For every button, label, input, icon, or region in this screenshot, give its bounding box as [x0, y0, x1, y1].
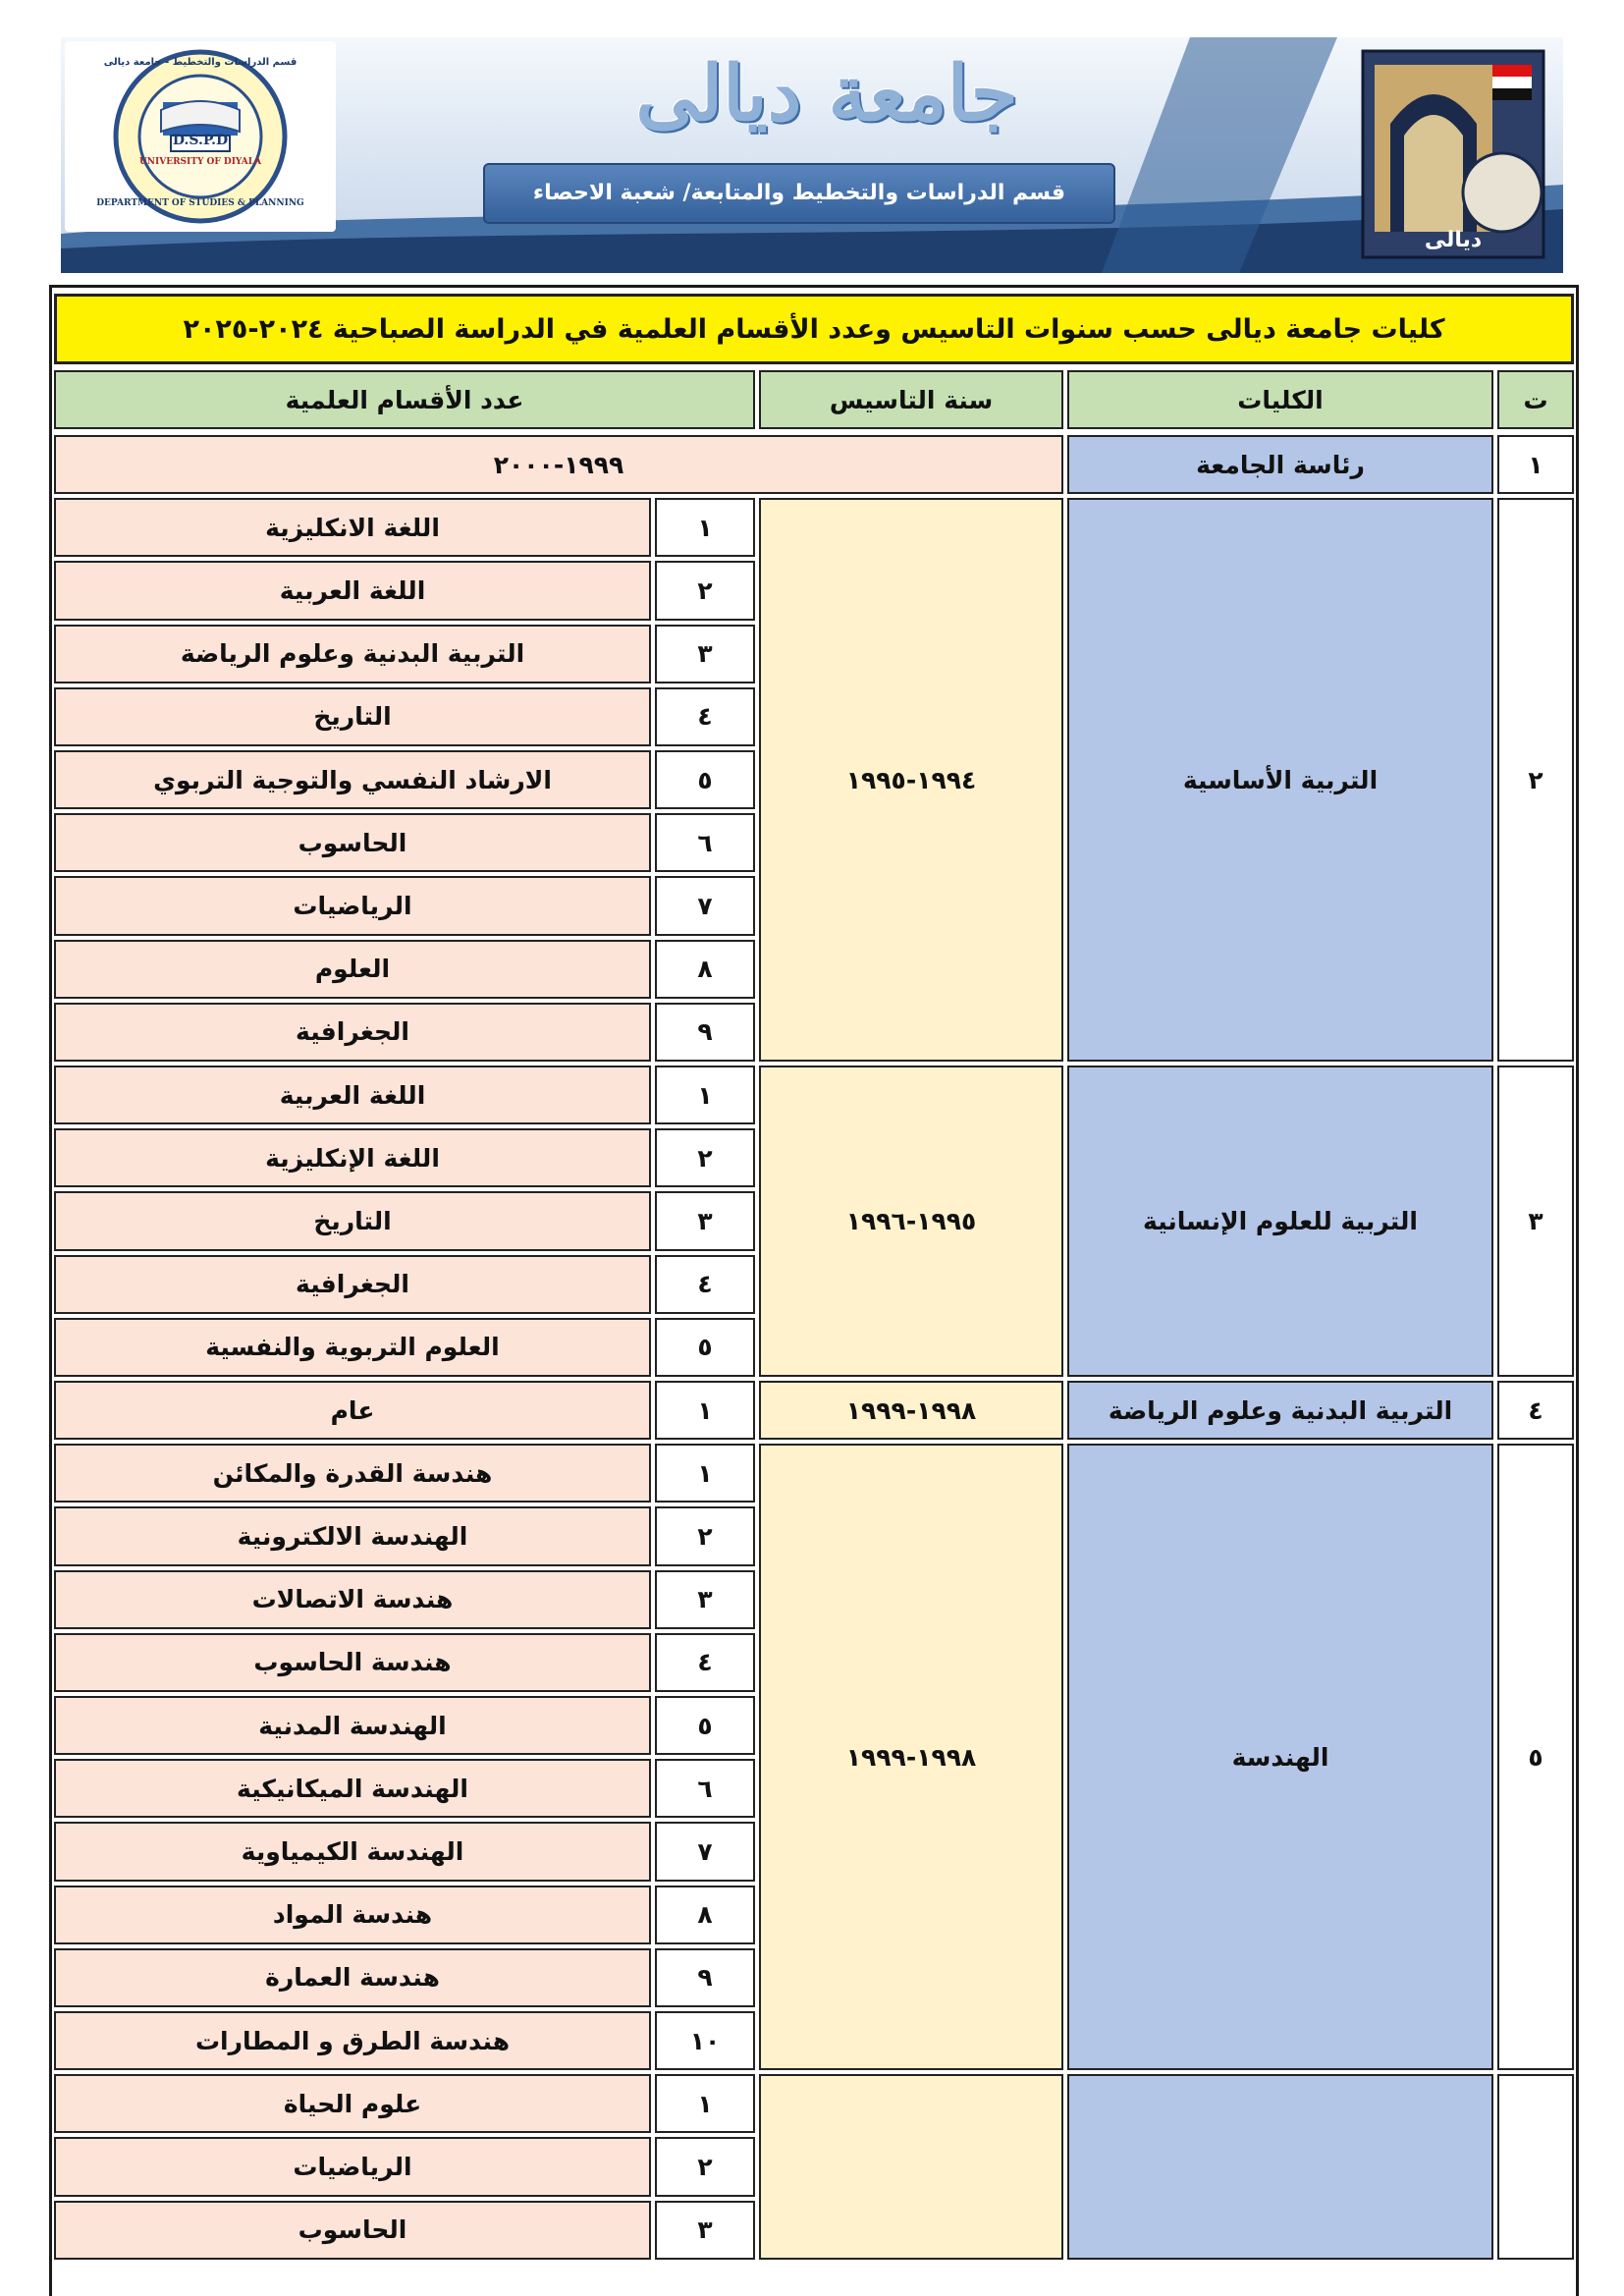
- department-number: ٢: [655, 1128, 755, 1187]
- logo-university: UNIVERSITY OF DIYALA: [138, 157, 262, 167]
- row-founding-year: ١٩٩٤-١٩٩٥: [759, 498, 1063, 1062]
- row-seq: ٤: [1497, 1381, 1574, 1440]
- department-name: هندسة المواد: [54, 1886, 651, 1944]
- department-number: ٦: [655, 813, 755, 872]
- department-name: العلوم: [54, 940, 651, 999]
- department-number: ١٠: [655, 2011, 755, 2070]
- department-name: هندسة القدرة والمكائن: [54, 1444, 651, 1503]
- colleges-table: [49, 285, 1579, 2296]
- department-name: الارشاد النفسي والتوجية التربوي: [54, 750, 651, 809]
- department-number: ٣: [655, 1191, 755, 1250]
- department-number: ٤: [655, 687, 755, 746]
- row-college: [1067, 2074, 1493, 2260]
- header-founding-year: سنة التاسيس: [759, 370, 1063, 429]
- department-name: اللغة العربية: [54, 561, 651, 620]
- department-name: الهندسة الميكانيكية: [54, 1759, 651, 1818]
- department-name: علوم الحياة: [54, 2074, 651, 2133]
- row-seq: ٣: [1497, 1066, 1574, 1377]
- header-seq: ت: [1497, 370, 1574, 429]
- row-seq: ٢: [1497, 498, 1574, 1062]
- department-name: التاريخ: [54, 687, 651, 746]
- department-number: ٨: [655, 940, 755, 999]
- department-name: عام: [54, 1381, 651, 1440]
- row-seq: [1497, 2074, 1574, 2260]
- department-name: الرياضيات: [54, 876, 651, 935]
- row-college: الهندسة: [1067, 1444, 1493, 2070]
- department-number: ٧: [655, 1822, 755, 1881]
- row-founding-year: ١٩٩٨-١٩٩٩: [759, 1381, 1063, 1440]
- row-seq: ١: [1497, 435, 1574, 494]
- department-number: ٢: [655, 561, 755, 620]
- department-name: الجغرافية: [54, 1003, 651, 1062]
- department-logo: [65, 41, 336, 232]
- header-college: الكليات: [1067, 370, 1493, 429]
- department-name: التاريخ: [54, 1191, 651, 1250]
- row-founding-year: ١٩٩٩-٢٠٠٠: [54, 435, 1063, 494]
- header-departments: عدد الأقسام العلمية: [54, 370, 755, 429]
- department-name: اللغة الإنكليزية: [54, 1128, 651, 1187]
- department-name: هندسة الحاسوب: [54, 1633, 651, 1692]
- department-number: ١: [655, 1381, 755, 1440]
- row-college: رئاسة الجامعة: [1067, 435, 1493, 494]
- row-founding-year: ١٩٩٥-١٩٩٦: [759, 1066, 1063, 1377]
- department-number: ٥: [655, 1696, 755, 1755]
- department-name: اللغة العربية: [54, 1066, 651, 1124]
- department-name: الجغرافية: [54, 1255, 651, 1314]
- department-name: الحاسوب: [54, 813, 651, 872]
- department-number: ١: [655, 498, 755, 557]
- department-number: ١: [655, 1066, 755, 1124]
- department-name: الحاسوب: [54, 2201, 651, 2260]
- university-emblem: [1355, 45, 1551, 263]
- department-number: ٦: [655, 1759, 755, 1818]
- department-number: ٣: [655, 1570, 755, 1629]
- row-college: التربية البدنية وعلوم الرياضة: [1067, 1381, 1493, 1440]
- logo-abbreviation: D.S.P.D: [172, 133, 229, 148]
- department-name: هندسة الطرق و المطارات: [54, 2011, 651, 2070]
- emblem-label: ديالى: [1424, 228, 1483, 252]
- department-name: اللغة الانكليزية: [54, 498, 651, 557]
- department-name: الرياضيات: [54, 2137, 651, 2196]
- row-college: التربية للعلوم الإنسانية: [1067, 1066, 1493, 1377]
- department-number: ١: [655, 2074, 755, 2133]
- department-number: ٣: [655, 2201, 755, 2260]
- department-number: ٤: [655, 1255, 755, 1314]
- department-number: ٩: [655, 1003, 755, 1062]
- department-number: ٥: [655, 750, 755, 809]
- row-seq: ٥: [1497, 1444, 1574, 2070]
- department-name: الهندسة الالكترونية: [54, 1506, 651, 1565]
- table-title: كليات جامعة ديالى حسب سنوات التاسيس وعدد الأقسام العلمية في الدراسة الصباحية ٢٠٢٤-٢٠٢٥: [54, 294, 1574, 364]
- department-name: التربية البدنية وعلوم الرياضة: [54, 625, 651, 683]
- department-name: الهندسة المدنية: [54, 1696, 651, 1755]
- row-founding-year: ١٩٩٨-١٩٩٩: [759, 1444, 1063, 2070]
- department-line: قسم الدراسات والتخطيط والمتابعة/ شعبة الاحصاء: [532, 181, 1066, 205]
- department-number: ٣: [655, 625, 755, 683]
- header-banner: [61, 37, 1563, 273]
- department-number: ٧: [655, 876, 755, 935]
- department-number: ٢: [655, 2137, 755, 2196]
- department-number: ٥: [655, 1318, 755, 1377]
- row-college: التربية الأساسية: [1067, 498, 1493, 1062]
- row-founding-year: [759, 2074, 1063, 2260]
- department-number: ٤: [655, 1633, 755, 1692]
- department-name: العلوم التربوية والنفسية: [54, 1318, 651, 1377]
- university-name-calligraphy: جامعة ديالى: [635, 49, 1018, 138]
- logo-department: DEPARTMENT OF STUDIES & PLANNING: [96, 198, 304, 208]
- logo-arabic-ring: قسم الدراسات والتخطيط - جامعة ديالى: [103, 57, 298, 68]
- department-pill: [483, 163, 1115, 224]
- department-number: ٨: [655, 1886, 755, 1944]
- department-number: ٢: [655, 1506, 755, 1565]
- department-name: هندسة العمارة: [54, 1948, 651, 2007]
- department-name: هندسة الاتصالات: [54, 1570, 651, 1629]
- department-number: ١: [655, 1444, 755, 1503]
- department-number: ٩: [655, 1948, 755, 2007]
- department-name: الهندسة الكيمياوية: [54, 1822, 651, 1881]
